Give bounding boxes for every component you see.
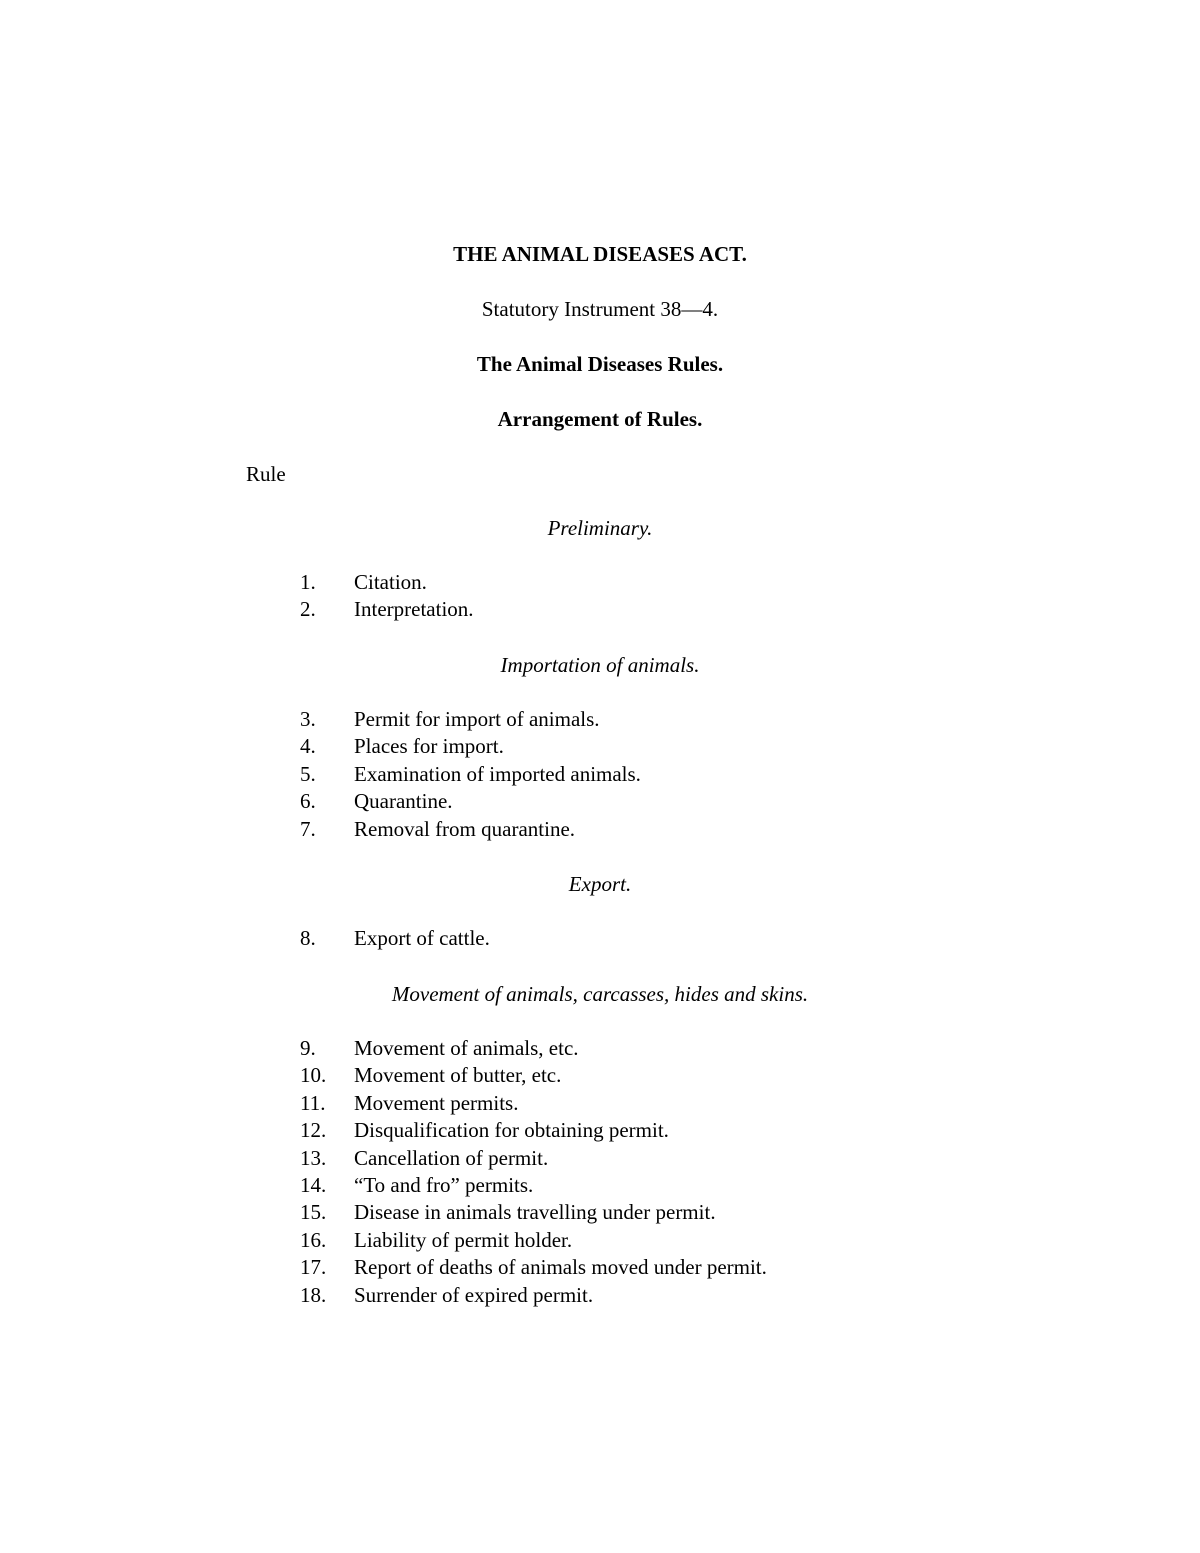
rule-title: Citation. — [354, 570, 427, 594]
list-item — [0, 1145, 1200, 1172]
rule-title: Export of cattle. — [354, 926, 490, 950]
rule-number: 12. — [300, 1118, 327, 1143]
rule-number: 9. — [300, 1036, 316, 1060]
rule-title: Places for import. — [354, 734, 504, 759]
act-title: THE ANIMAL DISEASES ACT. — [453, 242, 747, 266]
list-item — [0, 1035, 1200, 1062]
rule-number: 6. — [300, 789, 316, 814]
list-item — [0, 733, 1200, 760]
section-entries-movement — [0, 1035, 1200, 1309]
list-item — [0, 1199, 1200, 1226]
rule-number: 17. — [300, 1255, 327, 1280]
arrangement-heading: Arrangement of Rules. — [497, 407, 703, 431]
section-heading-movement: Movement of animals, carcasses, hides and skins. — [391, 982, 809, 1006]
rule-number: 2. — [300, 597, 316, 622]
rule-title: Disease in animals travelling under permit. — [354, 1200, 716, 1225]
list-item — [0, 1117, 1200, 1144]
rule-title: Cancellation of permit. — [354, 1145, 549, 1170]
list-item — [0, 816, 1200, 843]
rule-title: Movement permits. — [354, 1090, 519, 1115]
rule-number: 16. — [300, 1227, 327, 1252]
rule-number: 3. — [300, 707, 316, 731]
list-item — [0, 569, 1200, 596]
rule-number: 5. — [300, 761, 316, 786]
list-item — [0, 1062, 1200, 1089]
section-entries-importation — [0, 706, 1200, 843]
rule-number: 15. — [300, 1200, 327, 1225]
rule-number: 8. — [300, 926, 316, 950]
list-item — [0, 1254, 1200, 1281]
rule-title: Disqualification for obtaining permit. — [354, 1118, 669, 1143]
section-entries-export — [0, 925, 1200, 952]
rule-number: 11. — [300, 1090, 326, 1115]
rule-title: Surrender of expired permit. — [354, 1282, 594, 1307]
rule-number: 13. — [300, 1145, 327, 1170]
rule-title: Removal from quarantine. — [354, 816, 576, 841]
list-item — [0, 1227, 1200, 1254]
rule-number: 1. — [300, 570, 316, 594]
section-heading-preliminary: Preliminary. — [547, 516, 653, 540]
section-entries-preliminary — [0, 569, 1200, 624]
rule-number: 4. — [300, 734, 316, 759]
list-item — [0, 1090, 1200, 1117]
list-item — [0, 596, 1200, 623]
section-heading-export: Export. — [568, 872, 632, 896]
statutory-instrument: Statutory Instrument 38—4. — [481, 297, 719, 321]
list-item — [0, 1172, 1200, 1199]
rule-number: 18. — [300, 1282, 327, 1307]
list-item — [0, 761, 1200, 788]
rule-title: Interpretation. — [354, 597, 474, 622]
rule-title: Movement of butter, etc. — [354, 1063, 562, 1088]
rule-title: Report of deaths of animals moved under permit. — [354, 1255, 767, 1280]
rule-title: Movement of animals, etc. — [354, 1036, 579, 1060]
list-item — [0, 1282, 1200, 1309]
rule-title: “To and fro” permits. — [354, 1172, 534, 1197]
list-item — [0, 706, 1200, 733]
rule-title: Permit for import of animals. — [354, 707, 600, 731]
rule-title: Liability of permit holder. — [354, 1227, 573, 1252]
rule-title: Examination of imported animals. — [354, 761, 641, 786]
list-item — [0, 788, 1200, 815]
rule-number: 14. — [300, 1172, 327, 1197]
section-heading-importation: Importation of animals. — [500, 653, 700, 677]
rule-number: 7. — [300, 816, 316, 841]
rule-title: Quarantine. — [354, 789, 453, 814]
rule-number: 10. — [300, 1063, 327, 1088]
rules-title: The Animal Diseases Rules. — [476, 352, 724, 376]
list-item — [0, 925, 1200, 952]
rule-column-label: Rule — [246, 462, 286, 486]
